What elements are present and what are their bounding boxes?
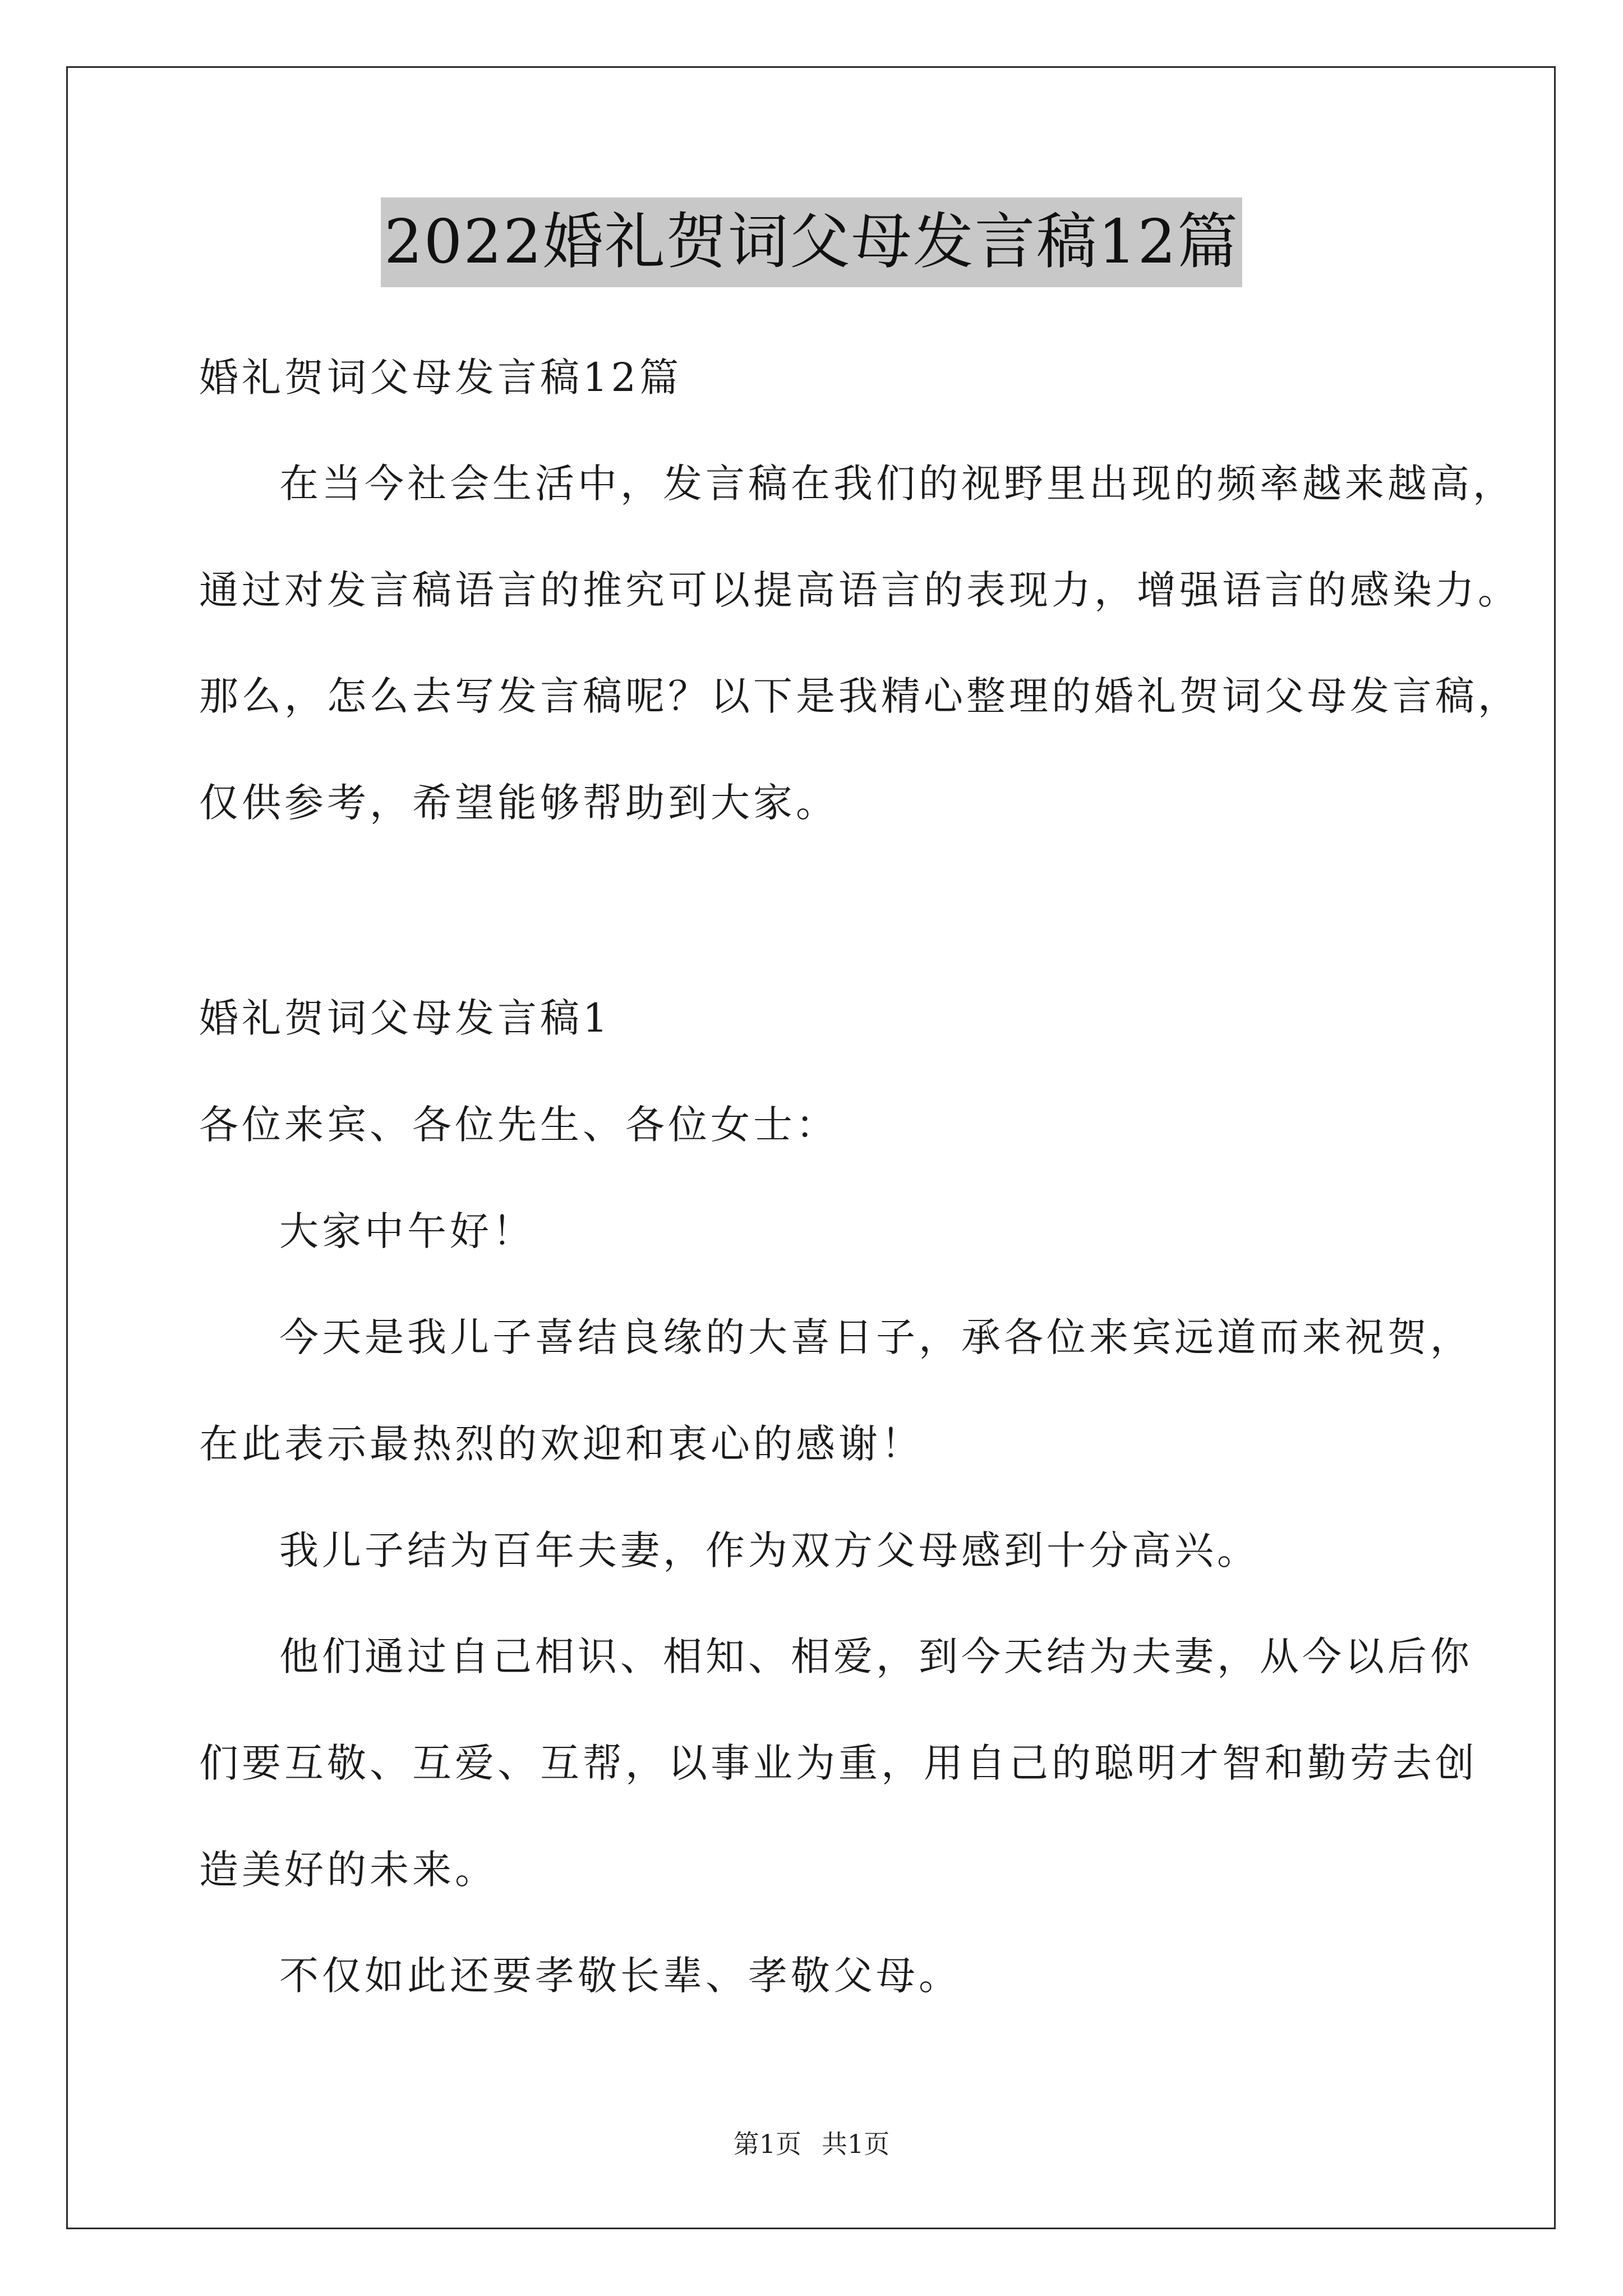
- body-line-1: 大家中午好！: [279, 1208, 535, 1254]
- body-line-4: 我儿子结为百年夫妻，作为双方父母感到十分高兴。: [279, 1527, 1260, 1573]
- salutation: 各位来宾、各位先生、各位女士：: [199, 1102, 838, 1148]
- intro-line-2: 通过对发言稿语言的推究可以提高语言的表现力，增强语言的感染力。: [199, 567, 1520, 613]
- document-subtitle: 婚礼贺词父母发言稿12篇: [199, 355, 683, 401]
- section-heading: 婚礼贺词父母发言稿1: [199, 995, 611, 1041]
- body-line-3: 在此表示最热烈的欢迎和衷心的感谢！: [199, 1421, 924, 1467]
- body-line-5: 他们通过自己相识、相知、相爱，到今天结为夫妻，从今以后你: [279, 1634, 1473, 1680]
- page-total: 共1页: [822, 2129, 890, 2159]
- intro-line-3: 那么，怎么去写发言稿呢？以下是我精心整理的婚礼贺词父母发言稿，: [199, 673, 1520, 719]
- title-container: [0, 197, 1623, 287]
- document-title: 2022婚礼贺词父母发言稿12篇: [381, 197, 1242, 287]
- page-number: 第1页: [733, 2129, 801, 2159]
- page-footer: [0, 2127, 1623, 2161]
- body-line-2: 今天是我儿子喜结良缘的大喜日子，承各位来宾远道而来祝贺，: [279, 1314, 1473, 1360]
- intro-line-4: 仅供参考，希望能够帮助到大家。: [199, 780, 838, 826]
- intro-line-1: 在当今社会生活中，发言稿在我们的视野里出现的频率越来越高，: [279, 461, 1515, 507]
- body-line-7: 造美好的未来。: [199, 1847, 497, 1893]
- body-line-8: 不仅如此还要孝敬长辈、孝敬父母。: [279, 1953, 961, 1999]
- body-line-6: 们要互敬、互爱、互帮，以事业为重，用自己的聪明才智和勤劳去创: [199, 1740, 1478, 1786]
